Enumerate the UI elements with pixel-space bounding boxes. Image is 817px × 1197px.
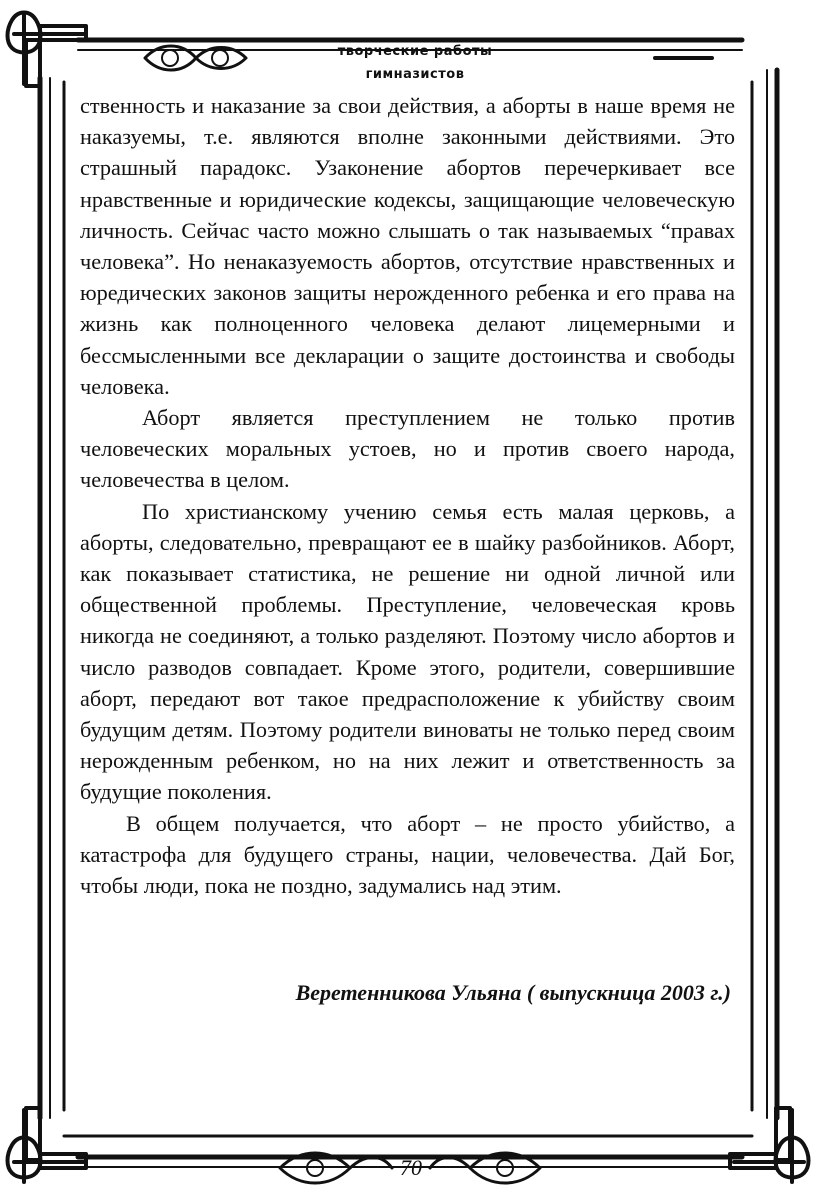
paragraph-4: В общем получается, что аборт – не просто убийство, а катастрофа для будущего страны, нации, человечества. Дай Бог, чтобы люди, пока не поздно, задумались над этим. bbox=[80, 810, 735, 899]
paragraph-3: По христианскому учению семья есть малая церковь, а аборты, следовательно, превращают ее в шайку разбойников. Аборт, как показывает статистика, не решение ни одной личной или общественной проблемы. Преступление, человеческая кровь никогда не соединяют, а только разделяют. Поэтому число абортов и число разводов совпадает. Кроме этого, родители, совершившие аборт, передают вот такое предрасположение к убийству своим будущим детям. Поэтому родители виноваты не только перед своим нерожденным ребенком, но на них лежит и ответственность за будущие поколения. bbox=[80, 498, 735, 805]
article-body bbox=[80, 90, 735, 901]
running-header bbox=[300, 40, 530, 86]
paragraph-1: ственность и наказание за свои действия, а аборты в наше время не наказуемы, т.е. являются вполне законными действиями. Это страшный парадокс. Узаконение абортов перечеркивает все нравственные и юридические кодексы, защищающие человеческую личность. Сейчас часто можно слышать о так называемых “правах человека”. Но ненаказуемость абортов, отсутствие нравственных и юредических законов защиты нерожденного ребенка и его права на жизнь как полноценного человека делают лицемерными и бессмысленными все декларации о защите достоинства и свободы человека. bbox=[80, 93, 735, 399]
page-number: 70 bbox=[400, 1155, 422, 1180]
paragraph-2: Аборт является преступлением не только против человеческих моральных устоев, но и против своего народа, человечества в целом. bbox=[80, 405, 735, 493]
header-line-1: творческие работы bbox=[337, 44, 493, 59]
author-signature: Веретенникова Ульяна ( выпускница 2003 г.) bbox=[295, 980, 731, 1005]
header-line-2: гимназистов bbox=[365, 67, 465, 82]
